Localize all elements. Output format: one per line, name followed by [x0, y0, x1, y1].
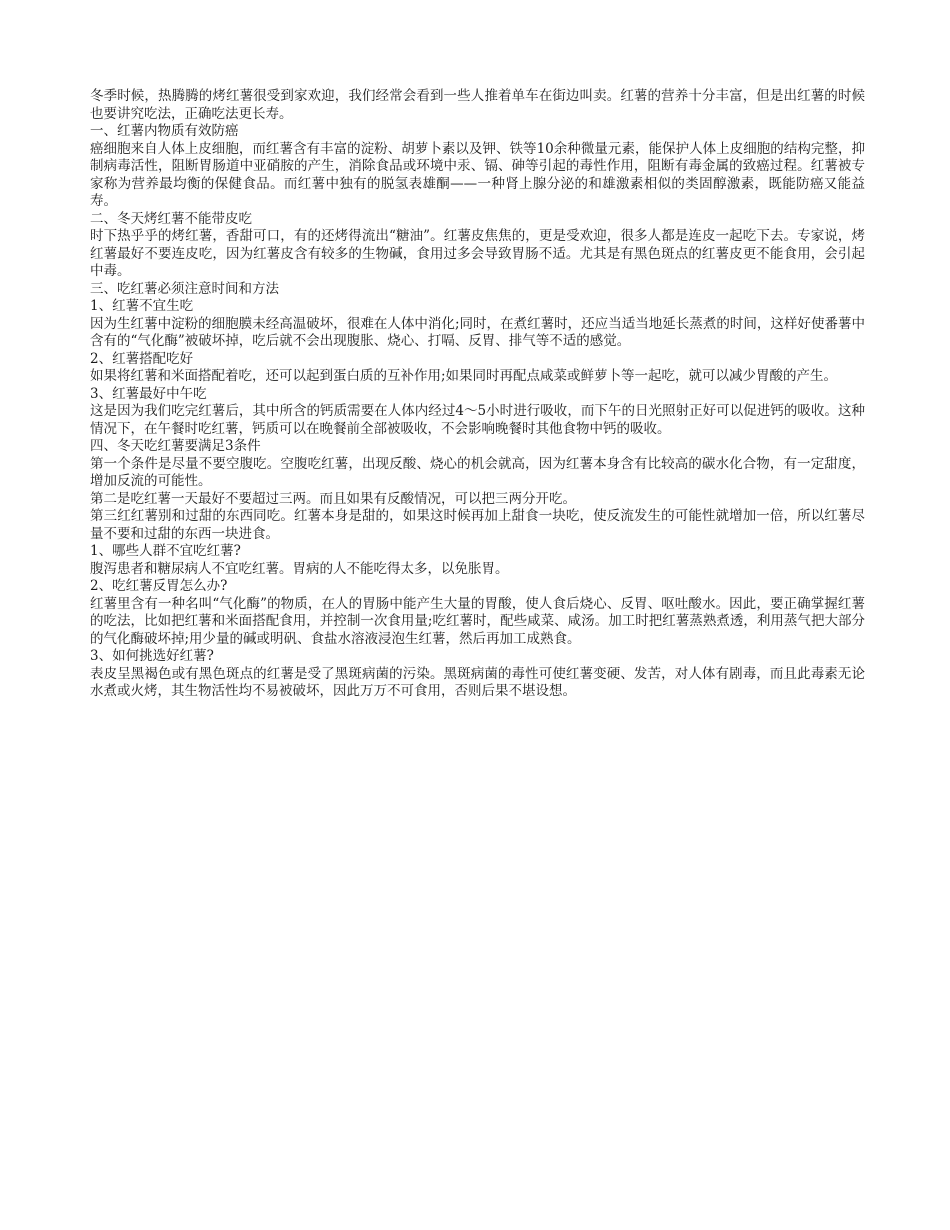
- intro-paragraph: 冬季时候，热腾腾的烤红薯很受到家欢迎，我们经常会看到一些人推着单车在街边叫卖。红薯的营养十分丰富，但是出红薯的时候也要讲究吃法，正确吃法更长寿。: [90, 88, 865, 122]
- article-body: [90, 88, 865, 701]
- section-2-paragraph: 时下热乎乎的烤红薯，香甜可口，有的还烤得流出“糖油”。红薯皮焦焦的，更是受欢迎，很多人都是连皮一起吃下去。专家说，烤红薯最好不要连皮吃，因为红薯皮含有较多的生物碱，食用过多会导致胃肠不适。尤其是有黑色斑点的红薯皮更不能食用，会引起中毒。: [90, 228, 865, 279]
- section-3-1-paragraph: 因为生红薯中淀粉的细胞膜未经高温破坏，很难在人体中消化;同时，在煮红薯时，还应当适当地延长蒸煮的时间，这样好使番薯中含有的“气化酶”被破坏掉，吃后就不会出现腹胀、烧心、打嗝、反胃、排气等不适的感觉。: [90, 315, 865, 349]
- condition-1-paragraph: 第一个条件是尽量不要空腹吃。空腹吃红薯，出现反酸、烧心的机会就高，因为红薯本身含有比较高的碳水化合物，有一定甜度，增加反流的可能性。: [90, 455, 865, 489]
- section-2-heading: 二、冬天烤红薯不能带皮吃: [90, 210, 252, 227]
- question-3-heading: 3、如何挑选好红薯?: [90, 648, 214, 664]
- section-1-paragraph: 癌细胞来自人体上皮细胞，而红薯含有丰富的淀粉、胡萝卜素以及钾、铁等10余种微量元素，能保护人体上皮细胞的结构完整，抑制病毒活性，阻断胃肠道中亚硝胺的产生，消除食品或环境中汞、镉、砷等引起的毒性作用，阻断有毒金属的致癌过程。红薯被专家称为营养最均衡的保健食品。而红薯中独有的脱氢表雄酮——一种肾上腺分泌的和雄激素相似的类固醇激素，既能防癌又能益寿。: [90, 140, 865, 209]
- section-3-3-heading: 3、红薯最好中午吃: [90, 385, 207, 402]
- question-3-paragraph: 表皮呈黑褐色或有黑色斑点的红薯是受了黑斑病菌的污染。黑斑病菌的毒性可使红薯变硬、发苦，对人体有剧毒，而且此毒素无论水煮或火烤，其生物活性均不易被破坏，因此万万不可食用，否则后果不堪设想。: [90, 665, 865, 699]
- question-2-heading: 2、吃红薯反胃怎么办?: [90, 578, 228, 594]
- section-4-heading: 四、冬天吃红薯要满足3条件: [90, 438, 261, 454]
- section-3-2-paragraph: 如果将红薯和米面搭配着吃，还可以起到蛋白质的互补作用;如果同时再配点咸菜或鲜萝卜等一起吃，就可以减少胃酸的产生。: [90, 368, 838, 384]
- condition-2-paragraph: 第二是吃红薯一天最好不要超过三两。而且如果有反酸情况，可以把三两分开吃。: [90, 490, 576, 507]
- question-1-paragraph: 腹泻患者和糖尿病人不宜吃红薯。胃病的人不能吃得太多，以免胀胃。: [90, 560, 509, 577]
- condition-3-paragraph: 第三红红薯别和过甜的东西同吃。红薯本身是甜的，如果这时候再加上甜食一块吃，使反流发生的可能性就增加一倍，所以红薯尽量不要和过甜的东西一块进食。: [90, 508, 865, 542]
- section-3-1-heading: 1、红薯不宜生吃: [90, 298, 194, 314]
- section-1-heading: 一、红薯内物质有效防癌: [90, 123, 239, 139]
- section-3-2-heading: 2、红薯搭配吃好: [90, 350, 194, 367]
- section-3-heading: 三、吃红薯必须注意时间和方法: [90, 280, 279, 297]
- section-3-3-paragraph: 这是因为我们吃完红薯后，其中所含的钙质需要在人体内经过4～5小时进行吸收，而下午的日光照射正好可以促进钙的吸收。这种情况下，在午餐时吃红薯，钙质可以在晚餐前全部被吸收，不会影响晚餐时其他食物中钙的吸收。: [90, 403, 865, 437]
- question-1-heading: 1、哪些人群不宜吃红薯?: [90, 543, 241, 559]
- question-2-paragraph: 红薯里含有一种名叫“气化酶”的物质，在人的胃肠中能产生大量的胃酸，使人食后烧心、反胃、呕吐酸水。因此，要正确掌握红薯的吃法，比如把红薯和米面搭配食用，并控制一次食用量;吃红薯时，配些咸菜、咸汤。加工时把红薯蒸熟煮透，利用蒸气把大部分的气化酶破坏掉;用少量的碱或明矾、食盐水溶液浸泡生红薯，然后再加工成熟食。: [90, 595, 865, 647]
